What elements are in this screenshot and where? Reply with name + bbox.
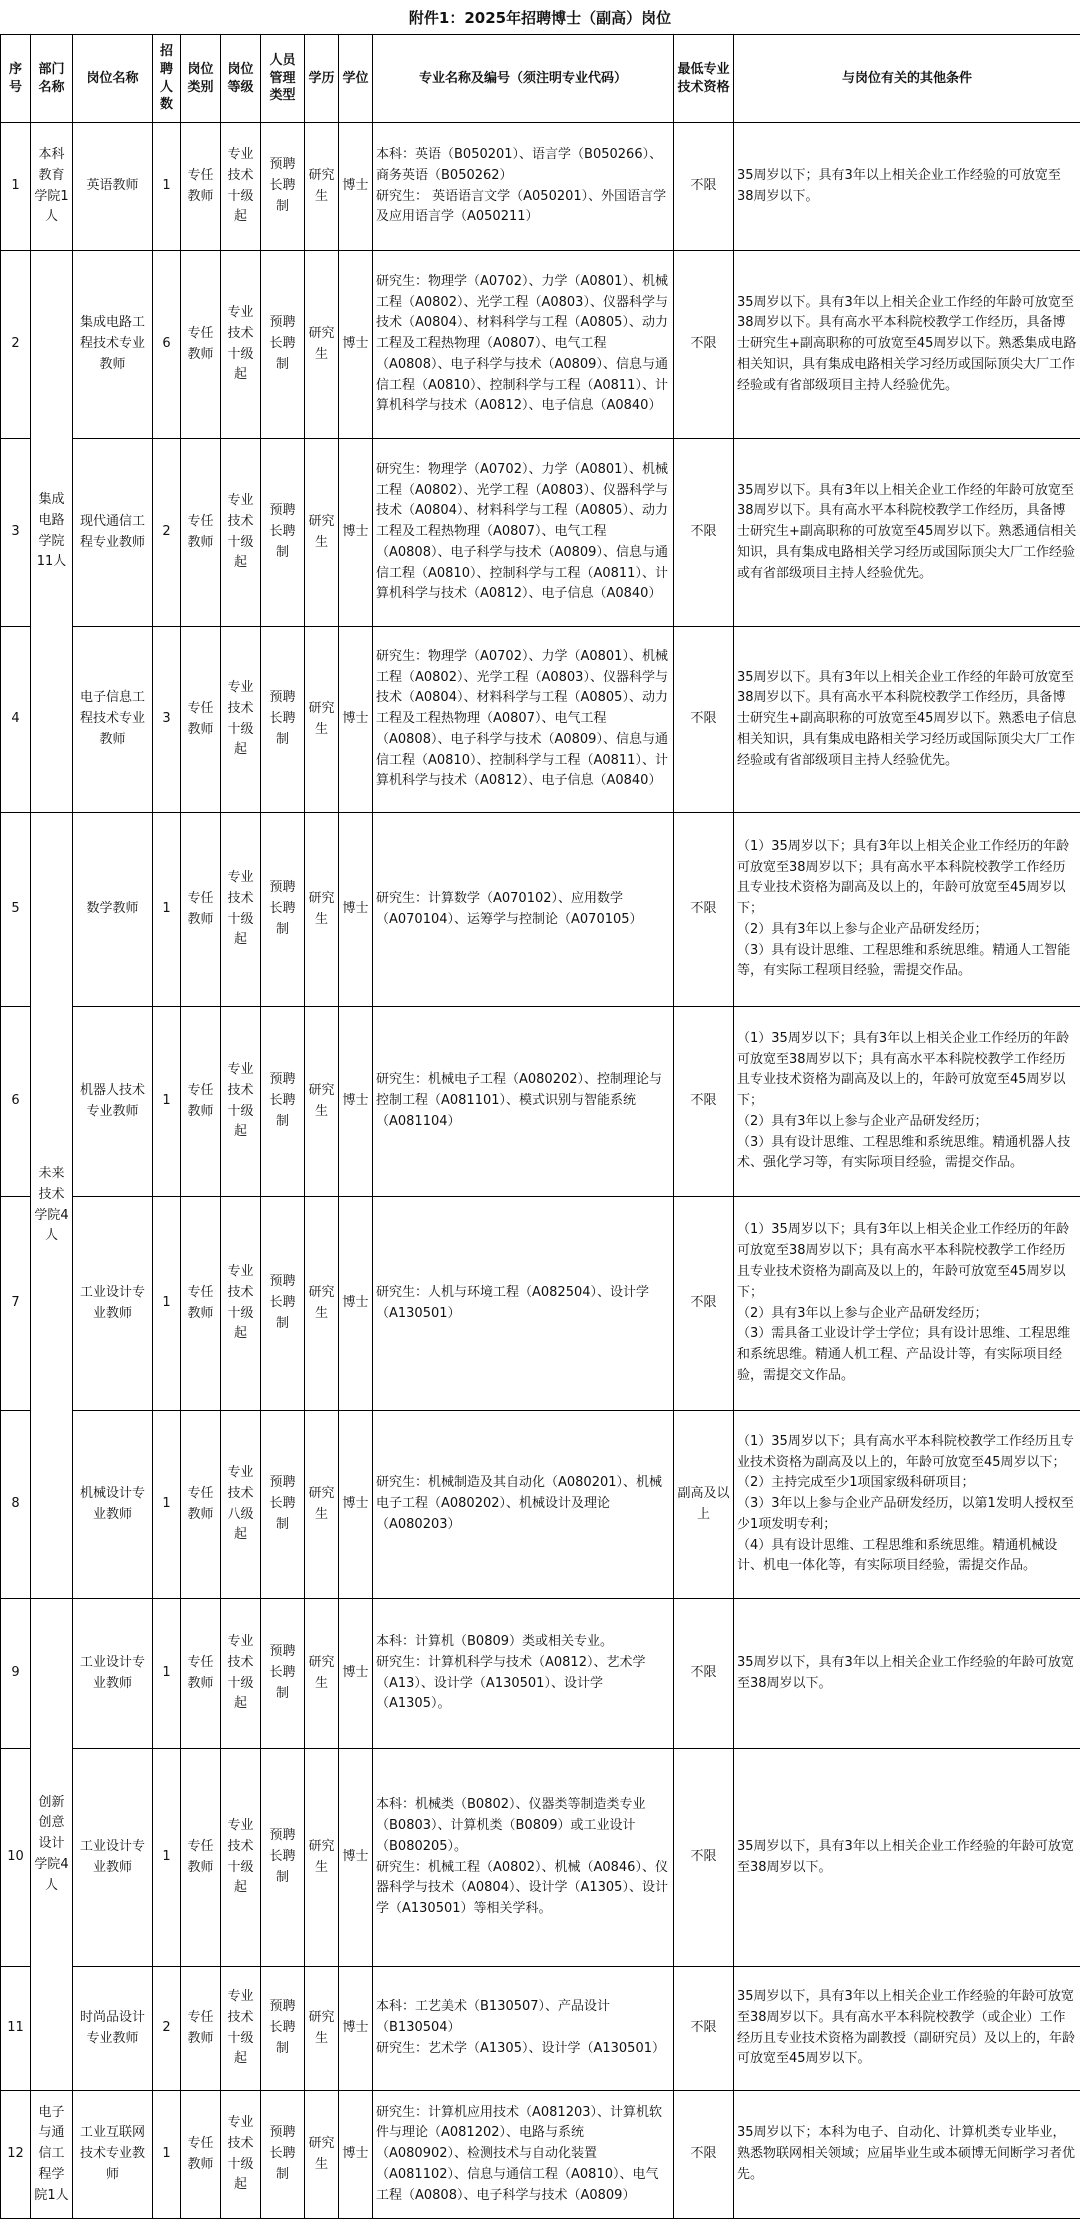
table-row bbox=[1, 1411, 1080, 1599]
min-qualification: 不限 bbox=[674, 439, 734, 627]
dept-cell: 未来技术学院4人 bbox=[31, 813, 73, 1599]
hire-count: 1 bbox=[153, 1411, 181, 1599]
post-name: 现代通信工程专业教师 bbox=[73, 439, 153, 627]
header-post: 岗位名称 bbox=[73, 35, 153, 123]
post-level: 专业技术十级起 bbox=[221, 123, 261, 251]
hire-count: 1 bbox=[153, 1599, 181, 1749]
table-body bbox=[1, 123, 1080, 2219]
positions-table bbox=[0, 34, 1080, 2219]
mgmt-type: 预聘长聘制 bbox=[261, 439, 305, 627]
table-row bbox=[1, 2091, 1080, 2219]
mgmt-type: 预聘长聘制 bbox=[261, 627, 305, 813]
degree: 博士 bbox=[339, 627, 373, 813]
degree: 博士 bbox=[339, 123, 373, 251]
header-count: 招聘人数 bbox=[153, 35, 181, 123]
other-conditions: （1）35周岁以下；具有3年以上相关企业工作经历的年龄可放宽至38周岁以下；具有高水平本科院校教学工作经历且专业技术资格为副高及以上的，年龄可放宽至45周岁以下； （2）具有3年以上参与企业产品研发经历； （3）具有设计思维、工程思维和系统思维。精通机器人技术、强化学习等，有实际项目经验，需提交作品。 bbox=[734, 1007, 1080, 1197]
post-category: 专任教师 bbox=[181, 1749, 221, 1967]
post-category: 专任教师 bbox=[181, 123, 221, 251]
min-qualification: 不限 bbox=[674, 1967, 734, 2091]
degree: 博士 bbox=[339, 2091, 373, 2219]
row-seq: 9 bbox=[1, 1599, 31, 1749]
major-requirement: 本科：工艺美术（B130507）、产品设计（B130504） 研究生：艺术学（A1305）、设计学（A130501） bbox=[373, 1967, 674, 2091]
post-level: 专业技术十级起 bbox=[221, 2091, 261, 2219]
header-dept: 部门名称 bbox=[31, 35, 73, 123]
min-qualification: 不限 bbox=[674, 1007, 734, 1197]
row-seq: 3 bbox=[1, 439, 31, 627]
row-seq: 8 bbox=[1, 1411, 31, 1599]
post-level: 专业技术十级起 bbox=[221, 1007, 261, 1197]
hire-count: 1 bbox=[153, 813, 181, 1007]
major-requirement: 研究生：机械制造及其自动化（A080201）、机械电子工程（A080202）、机械设计及理论（A080203） bbox=[373, 1411, 674, 1599]
min-qualification: 不限 bbox=[674, 627, 734, 813]
header-degree: 学位 bbox=[339, 35, 373, 123]
table-row bbox=[1, 627, 1080, 813]
table-row bbox=[1, 123, 1080, 251]
post-level: 专业技术十级起 bbox=[221, 813, 261, 1007]
major-requirement: 研究生：物理学（A0702）、力学（A0801）、机械工程（A0802）、光学工程（A0803）、仪器科学与技术（A0804）、材料科学与工程（A0805）、动力工程及工程热物理（A0807）、电气工程（A0808）、电子科学与技术（A0809）、信息与通信工程（A0810）、控制科学与工程（A0811）、计算机科学与技术（A0812）、电子信息（A0840） bbox=[373, 251, 674, 439]
education: 研究生 bbox=[305, 1411, 339, 1599]
header-other: 与岗位有关的其他条件 bbox=[734, 35, 1080, 123]
major-requirement: 研究生：物理学（A0702）、力学（A0801）、机械工程（A0802）、光学工程（A0803）、仪器科学与技术（A0804）、材料科学与工程（A0805）、动力工程及工程热物理（A0807）、电气工程（A0808）、电子科学与技术（A0809）、信息与通信工程（A0810）、控制科学与工程（A0811）、计算机科学与技术（A0812）、电子信息（A0840） bbox=[373, 439, 674, 627]
row-seq: 1 bbox=[1, 123, 31, 251]
table-row bbox=[1, 439, 1080, 627]
post-level: 专业技术十级起 bbox=[221, 1749, 261, 1967]
mgmt-type: 预聘长聘制 bbox=[261, 1197, 305, 1411]
dept-cell: 集成电路学院11人 bbox=[31, 251, 73, 813]
post-level: 专业技术十级起 bbox=[221, 1599, 261, 1749]
mgmt-type: 预聘长聘制 bbox=[261, 251, 305, 439]
post-level: 专业技术十级起 bbox=[221, 439, 261, 627]
mgmt-type: 预聘长聘制 bbox=[261, 1967, 305, 2091]
post-category: 专任教师 bbox=[181, 627, 221, 813]
min-qualification: 不限 bbox=[674, 251, 734, 439]
row-seq: 10 bbox=[1, 1749, 31, 1967]
post-name: 工业设计专业教师 bbox=[73, 1749, 153, 1967]
row-seq: 6 bbox=[1, 1007, 31, 1197]
post-level: 专业技术十级起 bbox=[221, 1197, 261, 1411]
table-row bbox=[1, 251, 1080, 439]
dept-cell: 电子与通信工程学院1人 bbox=[31, 2091, 73, 2219]
major-requirement: 研究生：计算机应用技术（A081203）、计算机软件与理论（A081202）、电路与系统（A080902）、检测技术与自动化装置（A081102）、信息与通信工程（A0810）、电气工程（A0808）、电子科学与技术（A0809） bbox=[373, 2091, 674, 2219]
other-conditions: 35周岁以下。具有3年以上相关企业工作经的年龄可放宽至38周岁以下。具有高水平本科院校教学工作经历，具备博士研究生+副高职称的可放宽至45周岁以下。熟悉集成电路相关知识，具有集成电路相关学习经历或国际顶尖大厂工作经验或有省部级项目主持人经验优先。 bbox=[734, 251, 1080, 439]
post-name: 数学教师 bbox=[73, 813, 153, 1007]
post-category: 专任教师 bbox=[181, 251, 221, 439]
major-requirement: 本科：英语（B050201）、语言学（B050266）、商务英语（B050262） 研究生： 英语语言文学（A050201）、外国语言学及应用语言学（A050211） bbox=[373, 123, 674, 251]
row-seq: 7 bbox=[1, 1197, 31, 1411]
post-name: 工业互联网技术专业教师 bbox=[73, 2091, 153, 2219]
other-conditions: 35周岁以下，具有3年以上相关企业工作经验的年龄可放宽至38周岁以下。具有高水平本科院校教学（或企业）工作经历且专业技术资格为副教授（副研究员）及以上的，年龄可放宽至45周岁以下。 bbox=[734, 1967, 1080, 2091]
min-qualification: 不限 bbox=[674, 1749, 734, 1967]
row-seq: 5 bbox=[1, 813, 31, 1007]
mgmt-type: 预聘长聘制 bbox=[261, 1599, 305, 1749]
major-requirement: 本科：计算机（B0809）类或相关专业。 研究生：计算机科学与技术（A0812）、艺术学（A13）、设计学（A130501）、设计学（A1305）。 bbox=[373, 1599, 674, 1749]
page-title: 附件1：2025年招聘博士（副高）岗位 bbox=[0, 0, 1080, 35]
min-qualification: 不限 bbox=[674, 1197, 734, 1411]
post-category: 专任教师 bbox=[181, 1197, 221, 1411]
mgmt-type: 预聘长聘制 bbox=[261, 1411, 305, 1599]
post-category: 专任教师 bbox=[181, 1411, 221, 1599]
education: 研究生 bbox=[305, 1197, 339, 1411]
post-name: 集成电路工程技术专业教师 bbox=[73, 251, 153, 439]
mgmt-type: 预聘长聘制 bbox=[261, 813, 305, 1007]
hire-count: 1 bbox=[153, 2091, 181, 2219]
major-requirement: 研究生：物理学（A0702）、力学（A0801）、机械工程（A0802）、光学工程（A0803）、仪器科学与技术（A0804）、材料科学与工程（A0805）、动力工程及工程热物理（A0807）、电气工程（A0808）、电子科学与技术（A0809）、信息与通信工程（A0810）、控制科学与工程（A0811）、计算机科学与技术（A0812）、电子信息（A0840） bbox=[373, 627, 674, 813]
dept-cell: 创新创意设计学院4人 bbox=[31, 1599, 73, 2091]
education: 研究生 bbox=[305, 1007, 339, 1197]
header-major: 专业名称及编号（须注明专业代码） bbox=[373, 35, 674, 123]
post-level: 专业技术十级起 bbox=[221, 627, 261, 813]
header-row bbox=[1, 35, 1080, 123]
degree: 博士 bbox=[339, 1599, 373, 1749]
post-level: 专业技术八级起 bbox=[221, 1411, 261, 1599]
min-qualification: 不限 bbox=[674, 813, 734, 1007]
hire-count: 1 bbox=[153, 1007, 181, 1197]
hire-count: 3 bbox=[153, 627, 181, 813]
mgmt-type: 预聘长聘制 bbox=[261, 123, 305, 251]
other-conditions: 35周岁以下。具有3年以上相关企业工作经的年龄可放宽至38周岁以下。具有高水平本科院校教学工作经历，具备博士研究生+副高职称的可放宽至45周岁以下。熟悉通信相关知识，具有集成电路相关学习经历或国际顶尖大厂工作经验或有省部级项目主持人经验优先。 bbox=[734, 439, 1080, 627]
header-qual: 最低专业技术资格 bbox=[674, 35, 734, 123]
row-seq: 11 bbox=[1, 1967, 31, 2091]
education: 研究生 bbox=[305, 1599, 339, 1749]
education: 研究生 bbox=[305, 251, 339, 439]
major-requirement: 研究生：人机与环境工程（A082504）、设计学（A130501） bbox=[373, 1197, 674, 1411]
table-row bbox=[1, 1967, 1080, 2091]
degree: 博士 bbox=[339, 1411, 373, 1599]
degree: 博士 bbox=[339, 1007, 373, 1197]
row-seq: 2 bbox=[1, 251, 31, 439]
header-level: 岗位等级 bbox=[221, 35, 261, 123]
post-name: 工业设计专业教师 bbox=[73, 1599, 153, 1749]
row-seq: 4 bbox=[1, 627, 31, 813]
table-row bbox=[1, 1749, 1080, 1967]
other-conditions: 35周岁以下，具有3年以上相关企业工作经验的年龄可放宽至38周岁以下。 bbox=[734, 1749, 1080, 1967]
post-name: 电子信息工程技术专业教师 bbox=[73, 627, 153, 813]
major-requirement: 研究生：机械电子工程（A080202）、控制理论与控制工程（A081101）、模式识别与智能系统（A081104） bbox=[373, 1007, 674, 1197]
education: 研究生 bbox=[305, 813, 339, 1007]
post-category: 专任教师 bbox=[181, 813, 221, 1007]
other-conditions: （1）35周岁以下；具有3年以上相关企业工作经历的年龄可放宽至38周岁以下；具有高水平本科院校教学工作经历且专业技术资格为副高及以上的，年龄可放宽至45周岁以下； （2）具有3年以上参与企业产品研发经历； （3）具有设计思维、工程思维和系统思维。精通人工智能等，有实际工程项目经验，需提交作品。 bbox=[734, 813, 1080, 1007]
other-conditions: 35周岁以下，具有3年以上相关企业工作经验的年龄可放宽至38周岁以下。 bbox=[734, 1599, 1080, 1749]
min-qualification: 副高及以上 bbox=[674, 1411, 734, 1599]
post-category: 专任教师 bbox=[181, 1599, 221, 1749]
header-edu: 学历 bbox=[305, 35, 339, 123]
header-mgmt: 人员管理类型 bbox=[261, 35, 305, 123]
education: 研究生 bbox=[305, 627, 339, 813]
degree: 博士 bbox=[339, 439, 373, 627]
other-conditions: （1）35周岁以下；具有高水平本科院校教学工作经历且专业技术资格为副高及以上的，年龄可放宽至45周岁以下； （2）主持完成至少1项国家级科研项目； （3）3年以上参与企业产品研发经历，以第1发明人授权至少1项发明专利； （4）具有设计思维、工程思维和系统思维。精通机械设计、机电一体化等，有实际项目经验，需提交作品。 bbox=[734, 1411, 1080, 1599]
post-name: 机器人技术专业教师 bbox=[73, 1007, 153, 1197]
header-seq: 序号 bbox=[1, 35, 31, 123]
major-requirement: 本科：机械类（B0802）、仪器类等制造类专业（B0803）、计算机类（B0809）或工业设计（B080205）。 研究生：机械工程（A0802）、机械（A0846）、仪器科学与技术（A0804）、设计学（A1305）、设计学（A130501）等相关学科。 bbox=[373, 1749, 674, 1967]
post-name: 英语教师 bbox=[73, 123, 153, 251]
table-row bbox=[1, 813, 1080, 1007]
other-conditions: （1）35周岁以下；具有3年以上相关企业工作经历的年龄可放宽至38周岁以下；具有高水平本科院校教学工作经历且专业技术资格为副高及以上的，年龄可放宽至45周岁以下； （2）具有3年以上参与企业产品研发经历； （3）需具备工业设计学士学位；具有设计思维、工程思维和系统思维。精通人机工程、产品设计等，有实际项目经验，需提交文作品。 bbox=[734, 1197, 1080, 1411]
hire-count: 1 bbox=[153, 1749, 181, 1967]
hire-count: 1 bbox=[153, 123, 181, 251]
min-qualification: 不限 bbox=[674, 1599, 734, 1749]
education: 研究生 bbox=[305, 439, 339, 627]
table-row bbox=[1, 1599, 1080, 1749]
mgmt-type: 预聘长聘制 bbox=[261, 1749, 305, 1967]
hire-count: 6 bbox=[153, 251, 181, 439]
education: 研究生 bbox=[305, 123, 339, 251]
post-category: 专任教师 bbox=[181, 1007, 221, 1197]
post-category: 专任教师 bbox=[181, 1967, 221, 2091]
post-level: 专业技术十级起 bbox=[221, 1967, 261, 2091]
degree: 博士 bbox=[339, 1967, 373, 2091]
hire-count: 2 bbox=[153, 1967, 181, 2091]
post-name: 机械设计专业教师 bbox=[73, 1411, 153, 1599]
row-seq: 12 bbox=[1, 2091, 31, 2219]
other-conditions: 35周岁以下。具有3年以上相关企业工作经的年龄可放宽至38周岁以下。具有高水平本科院校教学工作经历，具备博士研究生+副高职称的可放宽至45周岁以下。熟悉电子信息相关知识，具有集成电路相关学习经历或国际顶尖大厂工作经验或有省部级项目主持人经验优先。 bbox=[734, 627, 1080, 813]
min-qualification: 不限 bbox=[674, 123, 734, 251]
education: 研究生 bbox=[305, 2091, 339, 2219]
post-name: 工业设计专业教师 bbox=[73, 1197, 153, 1411]
degree: 博士 bbox=[339, 813, 373, 1007]
mgmt-type: 预聘长聘制 bbox=[261, 2091, 305, 2219]
post-level: 专业技术十级起 bbox=[221, 251, 261, 439]
mgmt-type: 预聘长聘制 bbox=[261, 1007, 305, 1197]
table-row bbox=[1, 1007, 1080, 1197]
header-category: 岗位类别 bbox=[181, 35, 221, 123]
other-conditions: 35周岁以下；具有3年以上相关企业工作经验的可放宽至38周岁以下。 bbox=[734, 123, 1080, 251]
post-name: 时尚品设计专业教师 bbox=[73, 1967, 153, 2091]
post-category: 专任教师 bbox=[181, 2091, 221, 2219]
education: 研究生 bbox=[305, 1749, 339, 1967]
hire-count: 1 bbox=[153, 1197, 181, 1411]
major-requirement: 研究生：计算数学（A070102）、应用数学（A070104）、运筹学与控制论（A070105） bbox=[373, 813, 674, 1007]
education: 研究生 bbox=[305, 1967, 339, 2091]
dept-cell: 本科教育学院1人 bbox=[31, 123, 73, 251]
hire-count: 2 bbox=[153, 439, 181, 627]
degree: 博士 bbox=[339, 1749, 373, 1967]
post-category: 专任教师 bbox=[181, 439, 221, 627]
other-conditions: 35周岁以下；本科为电子、自动化、计算机类专业毕业，熟悉物联网相关领域；应届毕业生或本硕博无间断学习者优先。 bbox=[734, 2091, 1080, 2219]
table-row bbox=[1, 1197, 1080, 1411]
degree: 博士 bbox=[339, 251, 373, 439]
degree: 博士 bbox=[339, 1197, 373, 1411]
min-qualification: 不限 bbox=[674, 2091, 734, 2219]
